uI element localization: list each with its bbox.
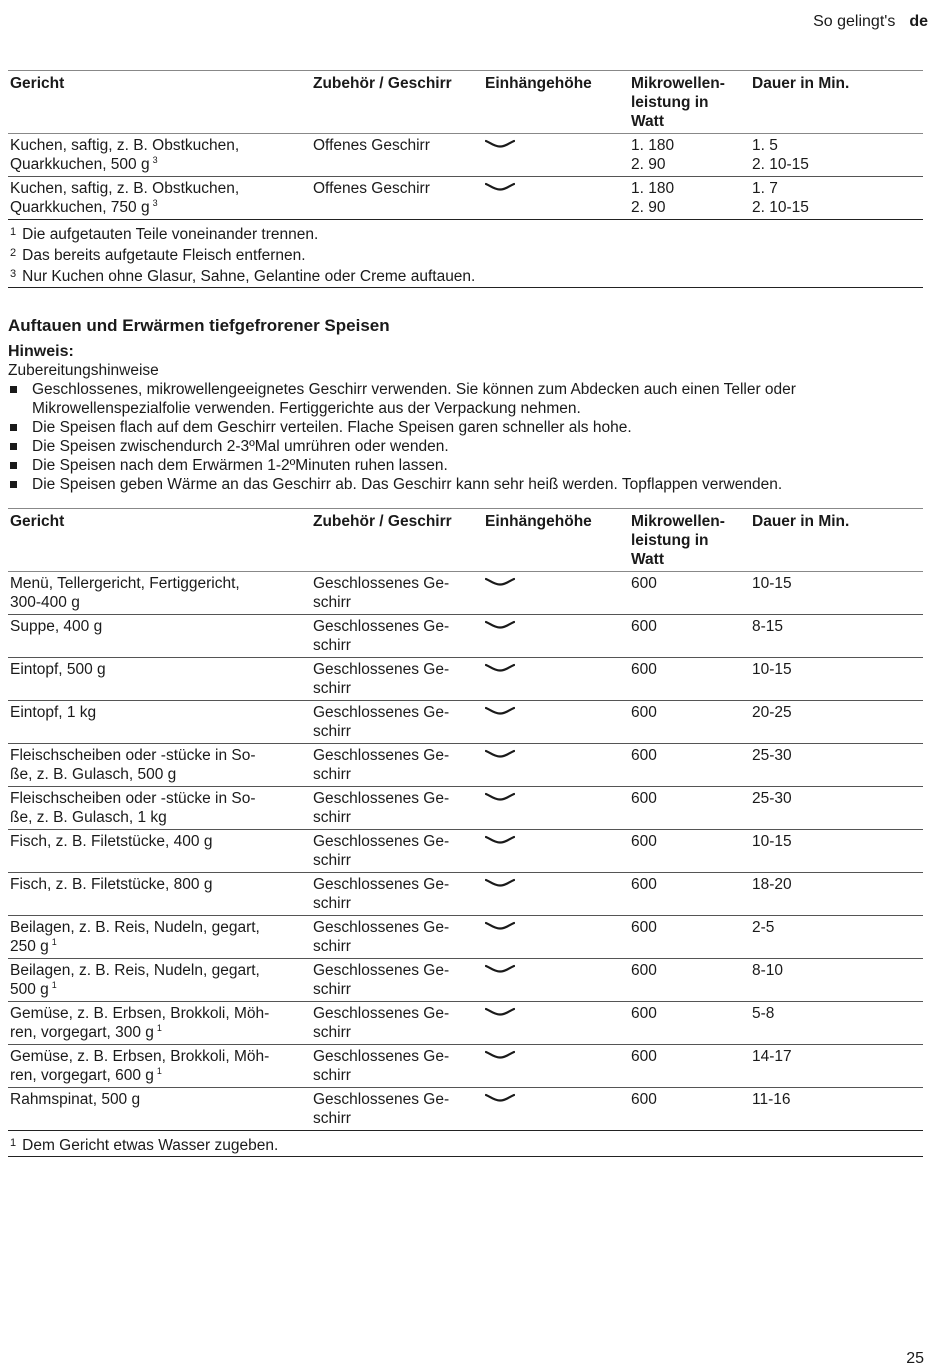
shelf-level-icon [485,791,515,803]
power-cell: 600 [631,1048,657,1065]
table-row [8,916,923,959]
section-title: Auftauen und Erwärmen tiefgefrorener Speisen [8,316,390,335]
footnote-ref: 1 [51,980,57,990]
footnote: $^1$ Dem Gericht etwas Wasser zugeben. [10,1137,279,1154]
header-power: Mikrowellen- leistung in Watt [631,75,725,130]
table-row [8,658,923,701]
table-row [8,1088,923,1131]
duration-cell: 18-20 [752,876,792,893]
footnotes [8,1131,923,1157]
table-row [8,1002,923,1045]
header-level: Einhängehöhe [485,513,592,530]
dish-cell: Eintopf, 1 kg [10,704,97,721]
power-cell: 600 [631,876,657,893]
table-header-row [8,71,923,134]
duration-cell: 10-15 [752,575,792,592]
duration-cell: 20-25 [752,704,792,721]
dish-cell: Kuchen, saftig, z. B. Obstkuchen, Quarkkuchen, 500 g $^3$ [10,137,240,173]
dish-cell: Beilagen, z. B. Reis, Nudeln, gegart, 500 g $^1$ [10,962,260,998]
running-header [813,12,928,31]
accessory-cell: Geschlossenes Ge- schirr [313,618,450,654]
footnotes-row [8,220,923,288]
level-cell [483,658,629,701]
level-cell [483,572,629,615]
list-item: Die Speisen zwischendurch 2-3ºMal umrühren oder wenden. [8,437,923,456]
table-row [8,959,923,1002]
accessory-cell: Geschlossenes Ge- schirr [313,575,450,611]
footnote-ref: 3 [152,198,158,208]
dish-cell: Fisch, z. B. Filetstücke, 800 g [10,876,213,893]
frozen-food-table [8,508,923,1157]
level-cell [483,615,629,658]
dish-cell: Eintopf, 500 g [10,661,106,678]
accessory-cell: Geschlossenes Ge- schirr [313,833,450,869]
power-cell: 600 [631,747,657,764]
shelf-level-icon [485,705,515,717]
note-subtitle: Zubereitungshinweise [8,362,159,379]
table-row [8,787,923,830]
list-item: Geschlossenes, mikrowellengeeignetes Geschirr verwenden. Sie können zum Abdecken auch einen Teller oder Mikrowellenspezialfolie verwenden. Fertiggerichte aus der Verpackung nehmen. [8,380,923,418]
footnotes-row [8,1131,923,1157]
note-title: Hinweis: [8,343,74,360]
duration-cell: 25-30 [752,790,792,807]
dish-cell: Rahmspinat, 500 g [10,1091,141,1108]
duration-cell: 8-15 [752,618,784,635]
power-cell: 600 [631,1091,657,1108]
accessory-cell: Geschlossenes Ge- schirr [313,962,450,998]
header-accessory: Zubehör / Geschirr [313,75,452,92]
shelf-level-icon [485,877,515,889]
level-cell [483,134,629,177]
power-cell: 600 [631,790,657,807]
duration-cell: 10-15 [752,661,792,678]
bullet-square-icon [10,424,17,431]
note-box [8,342,923,494]
footnote-ref: 1 [156,1066,162,1076]
shelf-level-icon [485,1092,515,1104]
accessory-cell: Geschlossenes Ge- schirr [313,704,450,740]
table-row [8,1045,923,1088]
shelf-level-icon [485,920,515,932]
dish-cell: Kuchen, saftig, z. B. Obstkuchen, Quarkkuchen, 750 g $^3$ [10,180,240,216]
header-level: Einhängehöhe [485,75,592,92]
shelf-level-icon [485,963,515,975]
dish-cell: Gemüse, z. B. Erbsen, Brokkoli, Möh- ren, vorgegart, 300 g $^1$ [10,1005,270,1041]
accessory-cell: Geschlossenes Ge- schirr [313,919,450,955]
dish-cell: Gemüse, z. B. Erbsen, Brokkoli, Möh- ren, vorgegart, 600 g $^1$ [10,1048,270,1084]
header-power: Mikrowellen- leistung in Watt [631,513,725,568]
header-duration: Dauer in Min. [752,75,850,92]
header-dish: Gericht [10,513,65,530]
accessory-cell: Geschlossenes Ge- schirr [313,790,450,826]
language-code: de [909,13,928,30]
level-cell [483,916,629,959]
table-row [8,701,923,744]
shelf-level-icon [485,619,515,631]
dish-cell: Fleischscheiben oder -stücke in So- ße, z. B. Gulasch, 1 kg [10,790,256,826]
dish-cell: Beilagen, z. B. Reis, Nudeln, gegart, 250 g $^1$ [10,919,260,955]
table-row [8,615,923,658]
level-cell [483,959,629,1002]
shelf-level-icon [485,662,515,674]
table-header-row [8,509,923,572]
shelf-level-icon [485,748,515,760]
power-cell: 1. 180 2. 90 [631,180,675,216]
dish-cell: Fleischscheiben oder -stücke in So- ße, z. B. Gulasch, 500 g [10,747,256,783]
power-cell: 600 [631,704,657,721]
accessory-cell: Geschlossenes Ge- schirr [313,1048,450,1084]
bullet-square-icon [10,481,17,488]
level-cell [483,787,629,830]
power-cell: 600 [631,919,657,936]
header-dish: Gericht [10,75,65,92]
level-cell [483,177,629,220]
accessory-cell: Geschlossenes Ge- schirr [313,661,450,697]
duration-cell: 10-15 [752,833,792,850]
duration-cell: 1. 5 2. 10-15 [752,137,809,173]
list-item: Die Speisen flach auf dem Geschirr verteilen. Flache Speisen garen schneller als hohe. [8,418,923,437]
table-row [8,134,923,177]
level-cell [483,1045,629,1088]
table-row [8,830,923,873]
power-cell: 600 [631,661,657,678]
section-name: So gelingt's [813,13,896,30]
duration-cell: 25-30 [752,747,792,764]
duration-cell: 5-8 [752,1005,775,1022]
bullet-square-icon [10,386,17,393]
level-cell [483,830,629,873]
power-cell: 600 [631,575,657,592]
table-row [8,572,923,615]
dish-cell: Fisch, z. B. Filetstücke, 400 g [10,833,213,850]
defrost-cake-table [8,70,923,288]
accessory-cell: Geschlossenes Ge- schirr [313,876,450,912]
footnote-ref: 3 [152,155,158,165]
shelf-level-icon [485,834,515,846]
shelf-level-icon [485,1006,515,1018]
table-row [8,873,923,916]
duration-cell: 2-5 [752,919,775,936]
header-accessory: Zubehör / Geschirr [313,513,452,530]
list-item: Die Speisen nach dem Erwärmen 1-2ºMinuten ruhen lassen. [8,456,923,475]
power-cell: 600 [631,962,657,979]
footnote-ref: 1 [156,1023,162,1033]
level-cell [483,1002,629,1045]
level-cell [483,873,629,916]
footnotes [8,220,923,288]
table-row [8,744,923,787]
footnote: $^3$ Nur Kuchen ohne Glasur, Sahne, Gelantine oder Creme auftauen. [10,268,476,285]
duration-cell: 1. 7 2. 10-15 [752,180,809,216]
level-cell [483,701,629,744]
duration-cell: 14-17 [752,1048,792,1065]
footnote: $^1$ Die aufgetauten Teile voneinander trennen. [10,226,319,243]
power-cell: 600 [631,833,657,850]
power-cell: 1. 180 2. 90 [631,137,675,173]
level-cell [483,1088,629,1131]
page-number: 25 [906,1350,924,1367]
level-cell [483,744,629,787]
bullet-square-icon [10,443,17,450]
list-item: Die Speisen geben Wärme an das Geschirr ab. Das Geschirr kann sehr heiß werden. Topflappen verwenden. [8,475,923,494]
table-row [8,177,923,220]
accessory-cell: Geschlossenes Ge- schirr [313,1005,450,1041]
accessory-cell: Geschlossenes Ge- schirr [313,747,450,783]
accessory-cell: Geschlossenes Ge- schirr [313,1091,450,1127]
duration-cell: 8-10 [752,962,784,979]
accessory-cell: Offenes Geschirr [313,137,430,154]
accessory-cell: Offenes Geschirr [313,180,430,197]
power-cell: 600 [631,618,657,635]
note-list [8,380,923,494]
duration-cell: 11-16 [752,1091,791,1108]
header-duration: Dauer in Min. [752,513,850,530]
footnote-ref: 1 [51,937,57,947]
dish-cell: Suppe, 400 g [10,618,103,635]
dish-cell: Menü, Tellergericht, Fertiggericht, 300-400 g [10,575,240,611]
shelf-level-icon [485,1049,515,1061]
footnote: $^2$ Das bereits aufgetaute Fleisch entfernen. [10,247,306,264]
shelf-level-icon [485,181,515,193]
power-cell: 600 [631,1005,657,1022]
shelf-level-icon [485,138,515,150]
bullet-square-icon [10,462,17,469]
shelf-level-icon [485,576,515,588]
